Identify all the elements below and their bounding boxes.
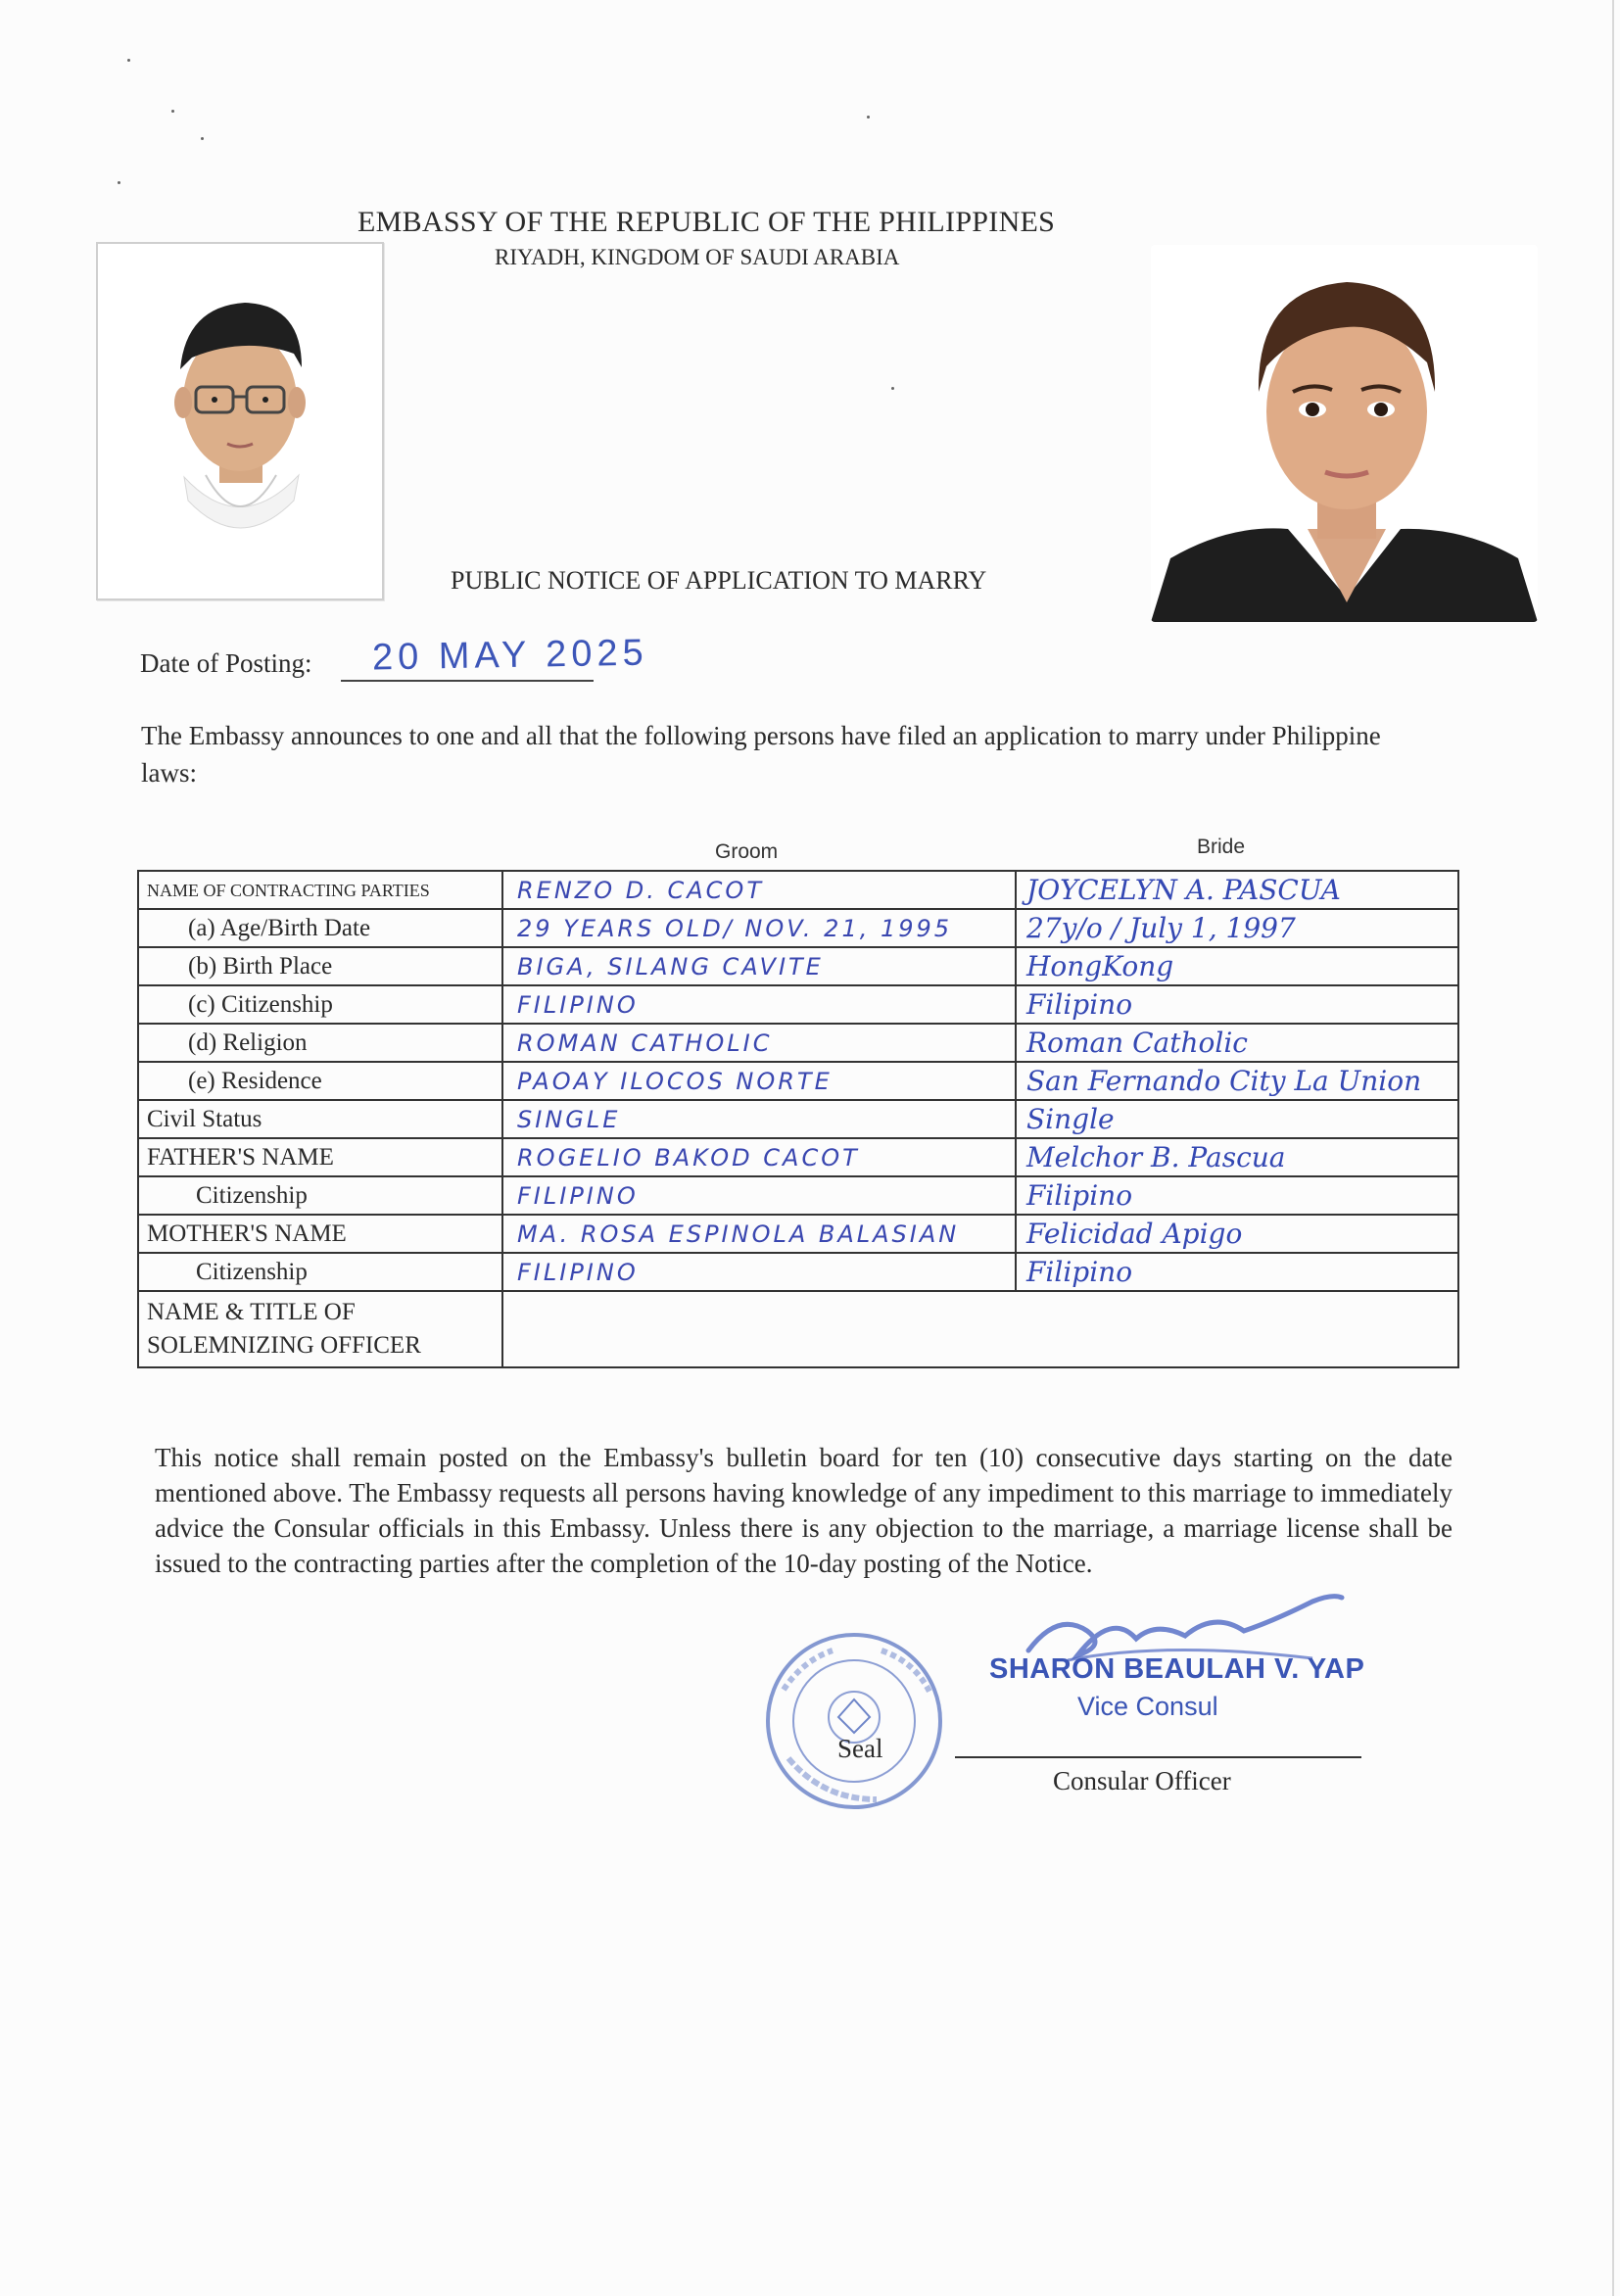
table-row <box>138 871 1458 909</box>
scan-speck <box>891 387 894 390</box>
embassy-name: EMBASSY OF THE REPUBLIC OF THE PHILIPPINES <box>357 206 1056 238</box>
notice-body: This notice shall remain posted on the Embassy's bulletin board for ten (10) consecutive days starting on the date mentioned above. The Embassy requests all persons having knowledge of any impediment to this marriage to immediately advice the Consular officials in this Embassy. Unless there is any objection to the marriage, a marriage license shall be issued to the contracting parties after the completion of the 10-day posting of the Notice. <box>155 1443 1453 1578</box>
groom-value: SINGLE <box>502 1100 1016 1138</box>
solemnizing-label-line2: SOLEMNIZING OFFICER <box>147 1332 421 1359</box>
embassy-location: RIYADH, KINGDOM OF SAUDI ARABIA <box>495 245 900 269</box>
table-row <box>138 1062 1458 1100</box>
contracting-parties-table <box>137 870 1459 1368</box>
bride-value: 27y/o / July 1, 1997 <box>1016 909 1458 947</box>
row-label: (e) Residence <box>138 1062 502 1100</box>
bride-photo <box>1151 245 1538 622</box>
row-label: NAME OF CONTRACTING PARTIES <box>138 871 502 909</box>
bride-value: Filipino <box>1016 985 1458 1024</box>
bride-value: Melchor B. Pascua <box>1016 1138 1458 1176</box>
bride-value: Filipino <box>1016 1253 1458 1291</box>
table-row <box>138 1176 1458 1215</box>
posting-date-stamp: 20 MAY 2025 <box>371 632 649 679</box>
table-row <box>138 947 1458 985</box>
scan-speck <box>171 110 174 113</box>
groom-value: 29 YEARS OLD/ NOV. 21, 1995 <box>502 909 1016 947</box>
solemnizing-officer-value <box>502 1291 1458 1367</box>
table-row <box>138 985 1458 1024</box>
groom-value: RENZO D. CACOT <box>502 871 1016 909</box>
consular-officer-caption: Consular Officer <box>1053 1766 1231 1795</box>
scan-speck <box>127 59 130 62</box>
solemnizing-officer-label <box>138 1291 502 1367</box>
row-label: (c) Citizenship <box>138 985 502 1024</box>
table-row <box>138 1215 1458 1253</box>
row-label: Citizenship <box>138 1176 502 1215</box>
officer-name: SHARON BEAULAH V. YAP <box>989 1653 1365 1685</box>
notice-title: PUBLIC NOTICE OF APPLICATION TO MARRY <box>451 566 987 595</box>
row-label: (d) Religion <box>138 1024 502 1062</box>
groom-value: FILIPINO <box>502 1176 1016 1215</box>
bride-value: San Fernando City La Union <box>1016 1062 1458 1100</box>
bride-value: Felicidad Apigo <box>1016 1215 1458 1253</box>
posting-date-underline <box>341 680 594 682</box>
bride-value: Filipino <box>1016 1176 1458 1215</box>
bride-column-header: Bride <box>1197 836 1246 858</box>
row-label: MOTHER'S NAME <box>138 1215 502 1253</box>
signature-line <box>955 1756 1361 1758</box>
table-row <box>138 1024 1458 1062</box>
embassy-seal <box>744 1631 965 1817</box>
table-row <box>138 1291 1458 1367</box>
row-label: Citizenship <box>138 1253 502 1291</box>
groom-value: BIGA, SILANG CAVITE <box>502 947 1016 985</box>
groom-column-header: Groom <box>715 840 779 863</box>
bride-value: HongKong <box>1016 947 1458 985</box>
row-label: Civil Status <box>138 1100 502 1138</box>
row-label: FATHER'S NAME <box>138 1138 502 1176</box>
solemnizing-label-line1: NAME & TITLE OF <box>147 1299 356 1325</box>
bride-value: Single <box>1016 1100 1458 1138</box>
seal-label: Seal <box>837 1734 883 1763</box>
scan-speck <box>118 181 120 184</box>
table-row <box>138 909 1458 947</box>
groom-value: MA. ROSA ESPINOLA BALASIAN <box>502 1215 1016 1253</box>
groom-photo <box>96 242 384 600</box>
table-row <box>138 1138 1458 1176</box>
scan-speck <box>867 116 870 119</box>
scan-speck <box>201 137 204 140</box>
groom-value: FILIPINO <box>502 1253 1016 1291</box>
posting-date-label: Date of Posting: <box>140 648 312 678</box>
groom-value: FILIPINO <box>502 985 1016 1024</box>
bride-value: JOYCELYN A. PASCUA <box>1016 871 1458 909</box>
scan-edge <box>1612 0 1614 2296</box>
table-row <box>138 1100 1458 1138</box>
table-row <box>138 1253 1458 1291</box>
groom-value: ROMAN CATHOLIC <box>502 1024 1016 1062</box>
row-label: (a) Age/Birth Date <box>138 909 502 947</box>
groom-value: ROGELIO BAKOD CACOT <box>502 1138 1016 1176</box>
row-label: (b) Birth Place <box>138 947 502 985</box>
intro-paragraph: The Embassy announces to one and all that the following persons have filed an application to marry under Philippine laws: <box>141 721 1381 788</box>
officer-title: Vice Consul <box>1077 1692 1218 1721</box>
bride-value: Roman Catholic <box>1016 1024 1458 1062</box>
groom-value: PAOAY ILOCOS NORTE <box>502 1062 1016 1100</box>
